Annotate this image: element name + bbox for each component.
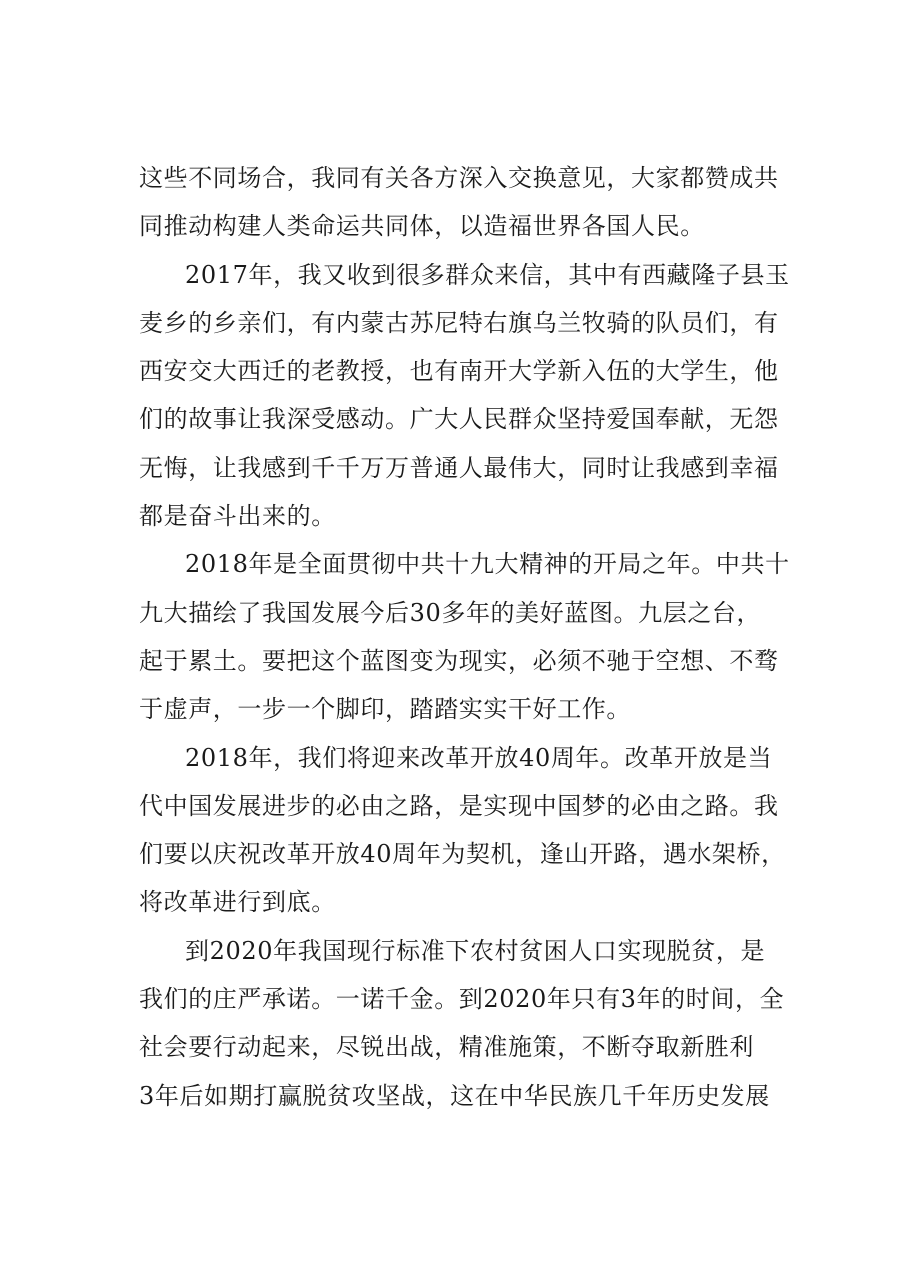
text-line: 于虚声，一步一个脚印，踏踏实实干好工作。 [139,695,631,724]
text-line: 这些不同场合，我同有关各方深入交换意见，大家都赞成共 [139,164,779,192]
text-line: 麦乡的乡亲们，有内蒙古苏尼特右旗乌兰牧骑的队员们，有 [139,308,779,337]
text-line: 3年后如期打赢脱贫攻坚战，这在中华民族几千年历史发展 [139,1081,770,1110]
document-body [139,154,799,1120]
paragraph-1 [139,154,799,251]
text-line: 西安交大西迁的老教授，也有南开大学新入伍的大学生，他 [139,357,779,386]
text-line: 代中国发展进步的必由之路，是实现中国梦的必由之路。我 [139,791,779,820]
text-line: 起于累土。要把这个蓝图变为现实，必须不驰于空想、不骛 [139,646,779,675]
paragraph-4 [139,734,799,927]
text-line: 2018年是全面贯彻中共十九大精神的开局之年。中共十 [185,550,790,579]
paragraph-2 [139,251,799,541]
text-line: 都是奋斗出来的。 [139,502,336,531]
text-line: 2017年，我又收到很多群众来信，其中有西藏隆子县玉 [185,260,790,289]
text-line: 们的故事让我深受感动。广大人民群众坚持爱国奉献，无怨 [139,405,779,434]
paragraph-5 [139,927,799,1120]
text-line: 无悔，让我感到千千万万普通人最伟大，同时让我感到幸福 [139,453,779,482]
text-line: 们要以庆祝改革开放40周年为契机，逢山开路，遇水架桥， [139,840,786,869]
text-line: 同推动构建人类命运共同体，以造福世界各国人民。 [139,212,705,241]
text-line: 九大描绘了我国发展今后30多年的美好蓝图。九层之台， [139,598,762,627]
text-line: 社会要行动起来，尽锐出战，精准施策，不断夺取新胜利 [139,1033,754,1062]
paragraph-3 [139,540,799,733]
text-line: 我们的庄严承诺。一诺千金。到2020年只有3年的时间，全 [139,985,785,1014]
text-line: 到2020年我国现行标准下农村贫困人口实现脱贫，是 [185,936,766,965]
text-line: 2018年，我们将迎来改革开放40周年。改革开放是当 [185,743,773,772]
text-line: 将改革进行到底。 [139,888,336,917]
